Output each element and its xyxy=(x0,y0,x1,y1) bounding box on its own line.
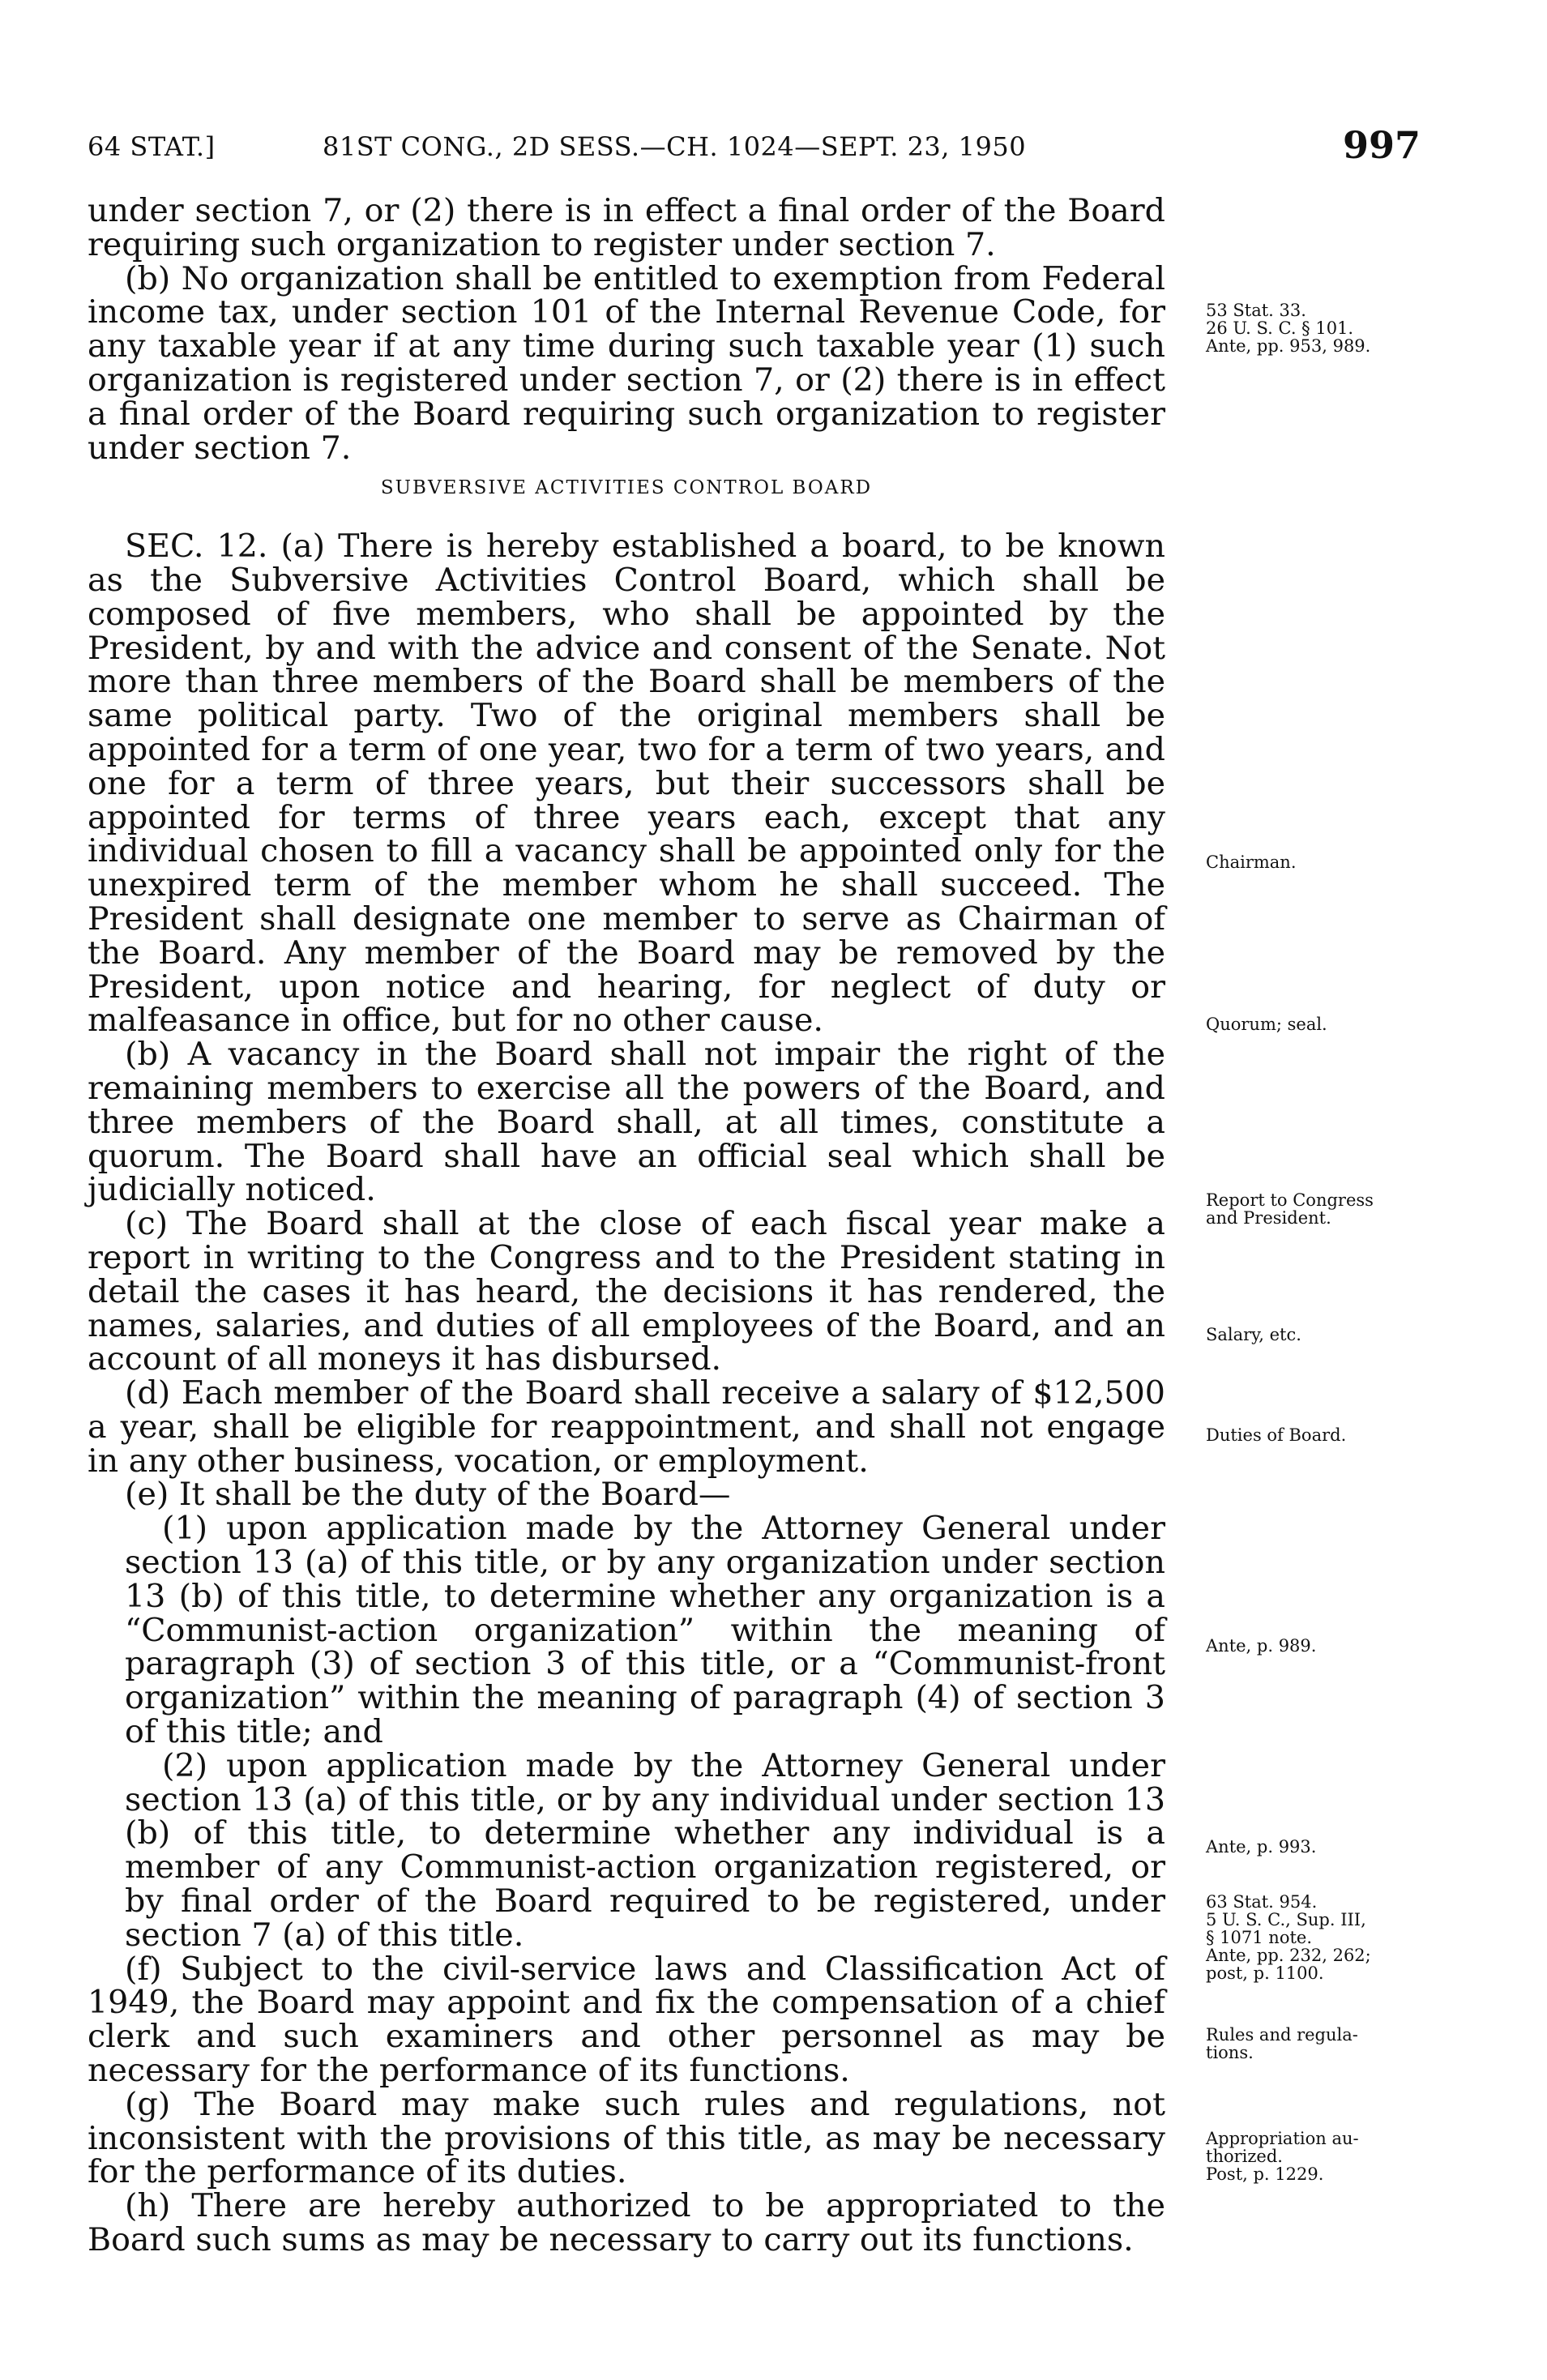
section-12g: (g) The Board may make such rules and regulations, not inconsistent with the provisions of this title, as may be necessary for the performance of its duties. xyxy=(88,2085,1165,2191)
section-12b: (b) A vacancy in the Board shall not impair the right of the remaining members to exercise all the powers of the Board, and three members of the Board shall, at all times, constitute a quorum. The Board shall have an official seal which shall be judicially noticed. xyxy=(88,1036,1165,1209)
margin-note-chairman: Chairman. xyxy=(1206,852,1297,872)
session-chapter-date: 81ST CONG., 2D SESS.—CH. 1024—SEPT. 23, 1950 xyxy=(323,131,1027,162)
margin-note-report: Report to Congress and President. xyxy=(1206,1190,1374,1228)
main-text xyxy=(88,194,1165,2258)
section-12e: (e) It shall be the duty of the Board— xyxy=(125,1476,731,1514)
statute-volume: 64 STAT.] xyxy=(88,131,216,162)
section-12f: (f) Subject to the civil-service laws and Classification Act of 1949, the Board may appoint and fix the compensation of a chief clerk and such examiners and other personnel as may be necessary for the performance of its functions. xyxy=(88,1950,1165,2090)
margin-note-appropriation: Appropriation au- thorized. Post, p. 1229. xyxy=(1206,2129,1359,2184)
section-12d: (d) Each member of the Board shall receive a salary of $12,500 a year, shall be eligible for reappointment, and shall not engage in any other business, vocation, or employment. xyxy=(88,1374,1165,1480)
margin-note-citation-irc: 53 Stat. 33. 26 U. S. C. § 101. Ante, pp. 953, 989. xyxy=(1206,301,1371,356)
page-header xyxy=(88,123,1421,177)
section-12h: (h) There are hereby authorized to be appropriated to the Board such sums as may be necessary to carry out its functions. xyxy=(88,2187,1165,2259)
page-number: 997 xyxy=(1342,123,1421,167)
paragraph-11b: (b) No organization shall be entitled to exemption from Federal income tax, under section 101 of the Internal Revenue Code, for any taxable year if at any time during such taxable year (1) such organization is registered under section 7, or (2) there is in effect a final order of the Board requiring such organization to register under section 7. xyxy=(88,259,1165,467)
margin-note-ante-989: Ante, p. 989. xyxy=(1206,1636,1317,1656)
margin-note-quorum: Quorum; seal. xyxy=(1206,1015,1327,1034)
margin-note-ante-993: Ante, p. 993. xyxy=(1206,1837,1317,1857)
section-12e-2: (2) upon application made by the Attorney General under section 13 (a) of this title, or by any individual under section 13 (b) of this title, to determine whether any individual is a member of any Communist-action organization registered, or by final order of the Board required to be registered, under section 7 (a) of this title. xyxy=(125,1746,1165,1954)
margin-note-salary: Salary, etc. xyxy=(1206,1325,1301,1344)
margin-note-duties: Duties of Board. xyxy=(1206,1425,1347,1445)
section-heading: SUBVERSIVE ACTIVITIES CONTROL BOARD xyxy=(380,477,873,499)
paragraph-continued: under section 7, or (2) there is in effect a final order of the Board requiring such organization to register under section 7. xyxy=(88,192,1165,263)
margin-note-rules: Rules and regula- tions. xyxy=(1206,2025,1358,2062)
section-12c: (c) The Board shall at the close of each fiscal year make a report in writing to the Congress and to the President stating in detail the cases it has heard, the decisions it has rendered, the names, salaries, and duties of all employees of the Board, and an account of all moneys it has disbursed. xyxy=(88,1205,1165,1378)
margin-note-stat-954: 63 Stat. 954. 5 U. S. C., Sup. III, § 1071 note. Ante, pp. 232, 262; post, p. 1100. xyxy=(1206,1892,1371,1983)
section-12a: SEC. 12. (a) There is hereby established a board, to be known as the Subversive Activities Control Board, which shall be composed of five members, who shall be appointed by the President, by and with the advice and consent of the Senate. Not more than three members of the Board shall be members of the same political party. Two of the original members shall be appointed for a term of one year, two for a term of two years, and one for a term of three years, but their successors shall be appointed for terms of three years each, except that any individual chosen to fill a vacancy shall be appointed only for the unexpired term of the member whom he shall succeed. The President shall designate one member to serve as Chairman of the Board. Any member of the Board may be removed by the President, upon notice and hearing, for neglect of duty or malfeasance in office, but for no other cause. xyxy=(88,528,1165,1040)
section-12e-1: (1) upon application made by the Attorney General under section 13 (a) of this title, or by any organization under section 13 (b) of this title, to determine whether any organization is a “Communist-action organization” within the meaning of paragraph (3) of section 3 of this title, or a “Communist-front organization” within the meaning of paragraph (4) of section 3 of this title; and xyxy=(125,1510,1165,1751)
